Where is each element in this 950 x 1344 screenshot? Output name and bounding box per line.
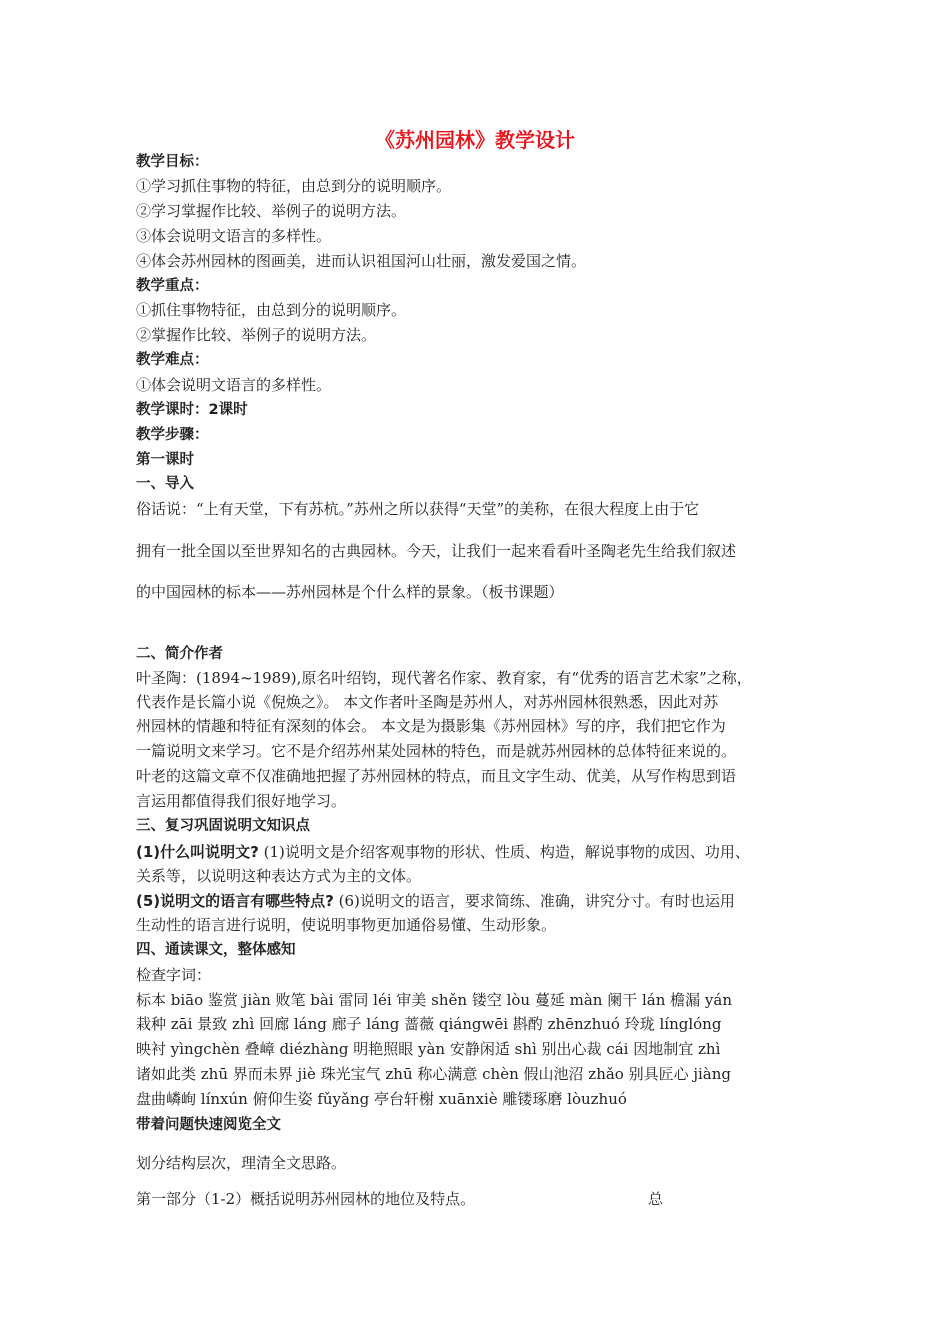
review-q1-text: (1)说明文是介绍客观事物的形状、性质、构造，解说事物的成因、功用、 [258, 843, 750, 861]
review-q1-label: (1)什么叫说明文? [136, 843, 259, 861]
author-line: 叶老的这篇文章不仅准确地把握了苏州园林的特点，而且文字生动、优美，从写作构思到语 [136, 767, 737, 785]
quick-read-heading: 带着问题快速阅览全文 [136, 1117, 281, 1133]
structure-line: 划分结构层次，理清全文思路。 [136, 1154, 347, 1172]
review-q1-cont: 关系等，以说明这种表达方式为主的文体。 [136, 867, 422, 885]
author-line: 代表作是长篇小说《倪焕之》。 本文作者叶圣陶是苏州人，对苏州园林很熟悉，因此对苏 [136, 693, 719, 711]
intro-line: 拥有一批全国以至世界知名的古典园林。今天，让我们一起来看看叶圣陶老先生给我们叙述 [136, 542, 737, 560]
section-heading-intro: 一、导入 [136, 476, 194, 492]
section-heading-author: 二、简介作者 [136, 646, 223, 662]
review-q2-cont: 生动性的语言进行说明，使说明事物更加通俗易懂、生动形象。 [136, 916, 557, 934]
vocab-line: 映衬 yìngchèn 叠嶂 diézhàng 明艳照眼 yàn 安静闲适 shì 别出心裁 cái 因地制宜 zhì [136, 1040, 721, 1058]
difficulties-heading: 教学难点： [136, 352, 209, 368]
review-q2-label: (5)说明文的语言有哪些特点? [136, 892, 334, 910]
objective-item: ④体会苏州园林的图画美，进而认识祖国河山壮丽，激发爱国之情。 [136, 252, 587, 270]
review-q1 [136, 840, 826, 864]
part1-mark: 总 [648, 1190, 664, 1208]
author-line: 言运用都值得我们很好地学习。 [136, 792, 347, 810]
review-q2-text: (6)说明文的语言，要求简练、准确，讲究分寸。有时也运用 [333, 892, 735, 910]
author-line: 州园林的情趣和特征有深刻的体会。 本文是为摄影集《苏州园林》写的序，我们把它作为 [136, 717, 726, 735]
key-points-heading: 教学重点： [136, 278, 209, 294]
page-title: 《苏州园林》教学设计 [375, 128, 575, 152]
lesson-heading: 第一课时 [136, 452, 194, 468]
key-point-item: ①抓住事物特征，由总到分的说明顺序。 [136, 301, 407, 319]
class-hours: 教学课时：2课时 [136, 402, 248, 418]
section-heading-reading: 四、通读课文，整体感知 [136, 942, 296, 958]
objective-item: ①学习抓住事物的特征，由总到分的说明顺序。 [136, 177, 452, 195]
part1-line [136, 1187, 826, 1211]
intro-line: 俗话说：“上有天堂，下有苏杭。”苏州之所以获得“天堂”的美称，在很大程度上由于它 [136, 500, 700, 518]
author-line: 一篇说明文来学习。它不是介绍苏州某处园林的特色，而是就苏州园林的总体特征来说的。 [136, 742, 737, 760]
vocab-line: 诸如此类 zhū 界而未界 jiè 珠光宝气 zhū 称心满意 chèn 假山池沼 zhǎo 别具匠心 jiàng [136, 1065, 732, 1083]
section-heading-review: 三、复习巩固说明文知识点 [136, 818, 310, 834]
review-q2 [136, 889, 826, 913]
objective-item: ②学习掌握作比较、举例子的说明方法。 [136, 202, 407, 220]
vocab-line: 标本 biāo 鉴赏 jiàn 败笔 bài 雷同 léi 审美 shěn 镂空 lòu 蔓延 màn 阑干 lán 檐漏 yán [136, 991, 732, 1009]
check-words-label: 检查字词： [136, 966, 212, 984]
objective-item: ③体会说明文语言的多样性。 [136, 227, 332, 245]
difficulty-item: ①体会说明文语言的多样性。 [136, 376, 332, 394]
objectives-heading: 教学目标： [136, 154, 209, 170]
key-point-item: ②掌握作比较、举例子的说明方法。 [136, 326, 377, 344]
steps-heading: 教学步骤： [136, 427, 209, 443]
part1-text: 第一部分（1-2）概括说明苏州园林的地位及特点。 [136, 1190, 476, 1208]
intro-line: 的中国园林的标本——苏州园林是个什么样的景象。（板书课题） [136, 583, 564, 601]
vocab-line: 栽种 zāi 景致 zhì 回廊 láng 廊子 láng 蔷薇 qiángwēi 斟酌 zhēnzhuó 玲珑 línglóng [136, 1015, 722, 1033]
vocab-line: 盘曲嶙峋 línxún 俯仰生姿 fǔyǎng 亭台轩榭 xuānxiè 雕镂琢磨 lòuzhuó [136, 1090, 627, 1108]
author-line: 叶圣陶：(1894~1989),原名叶绍钧，现代著名作家、教育家，有“优秀的语言艺术家”之称， [136, 669, 752, 687]
